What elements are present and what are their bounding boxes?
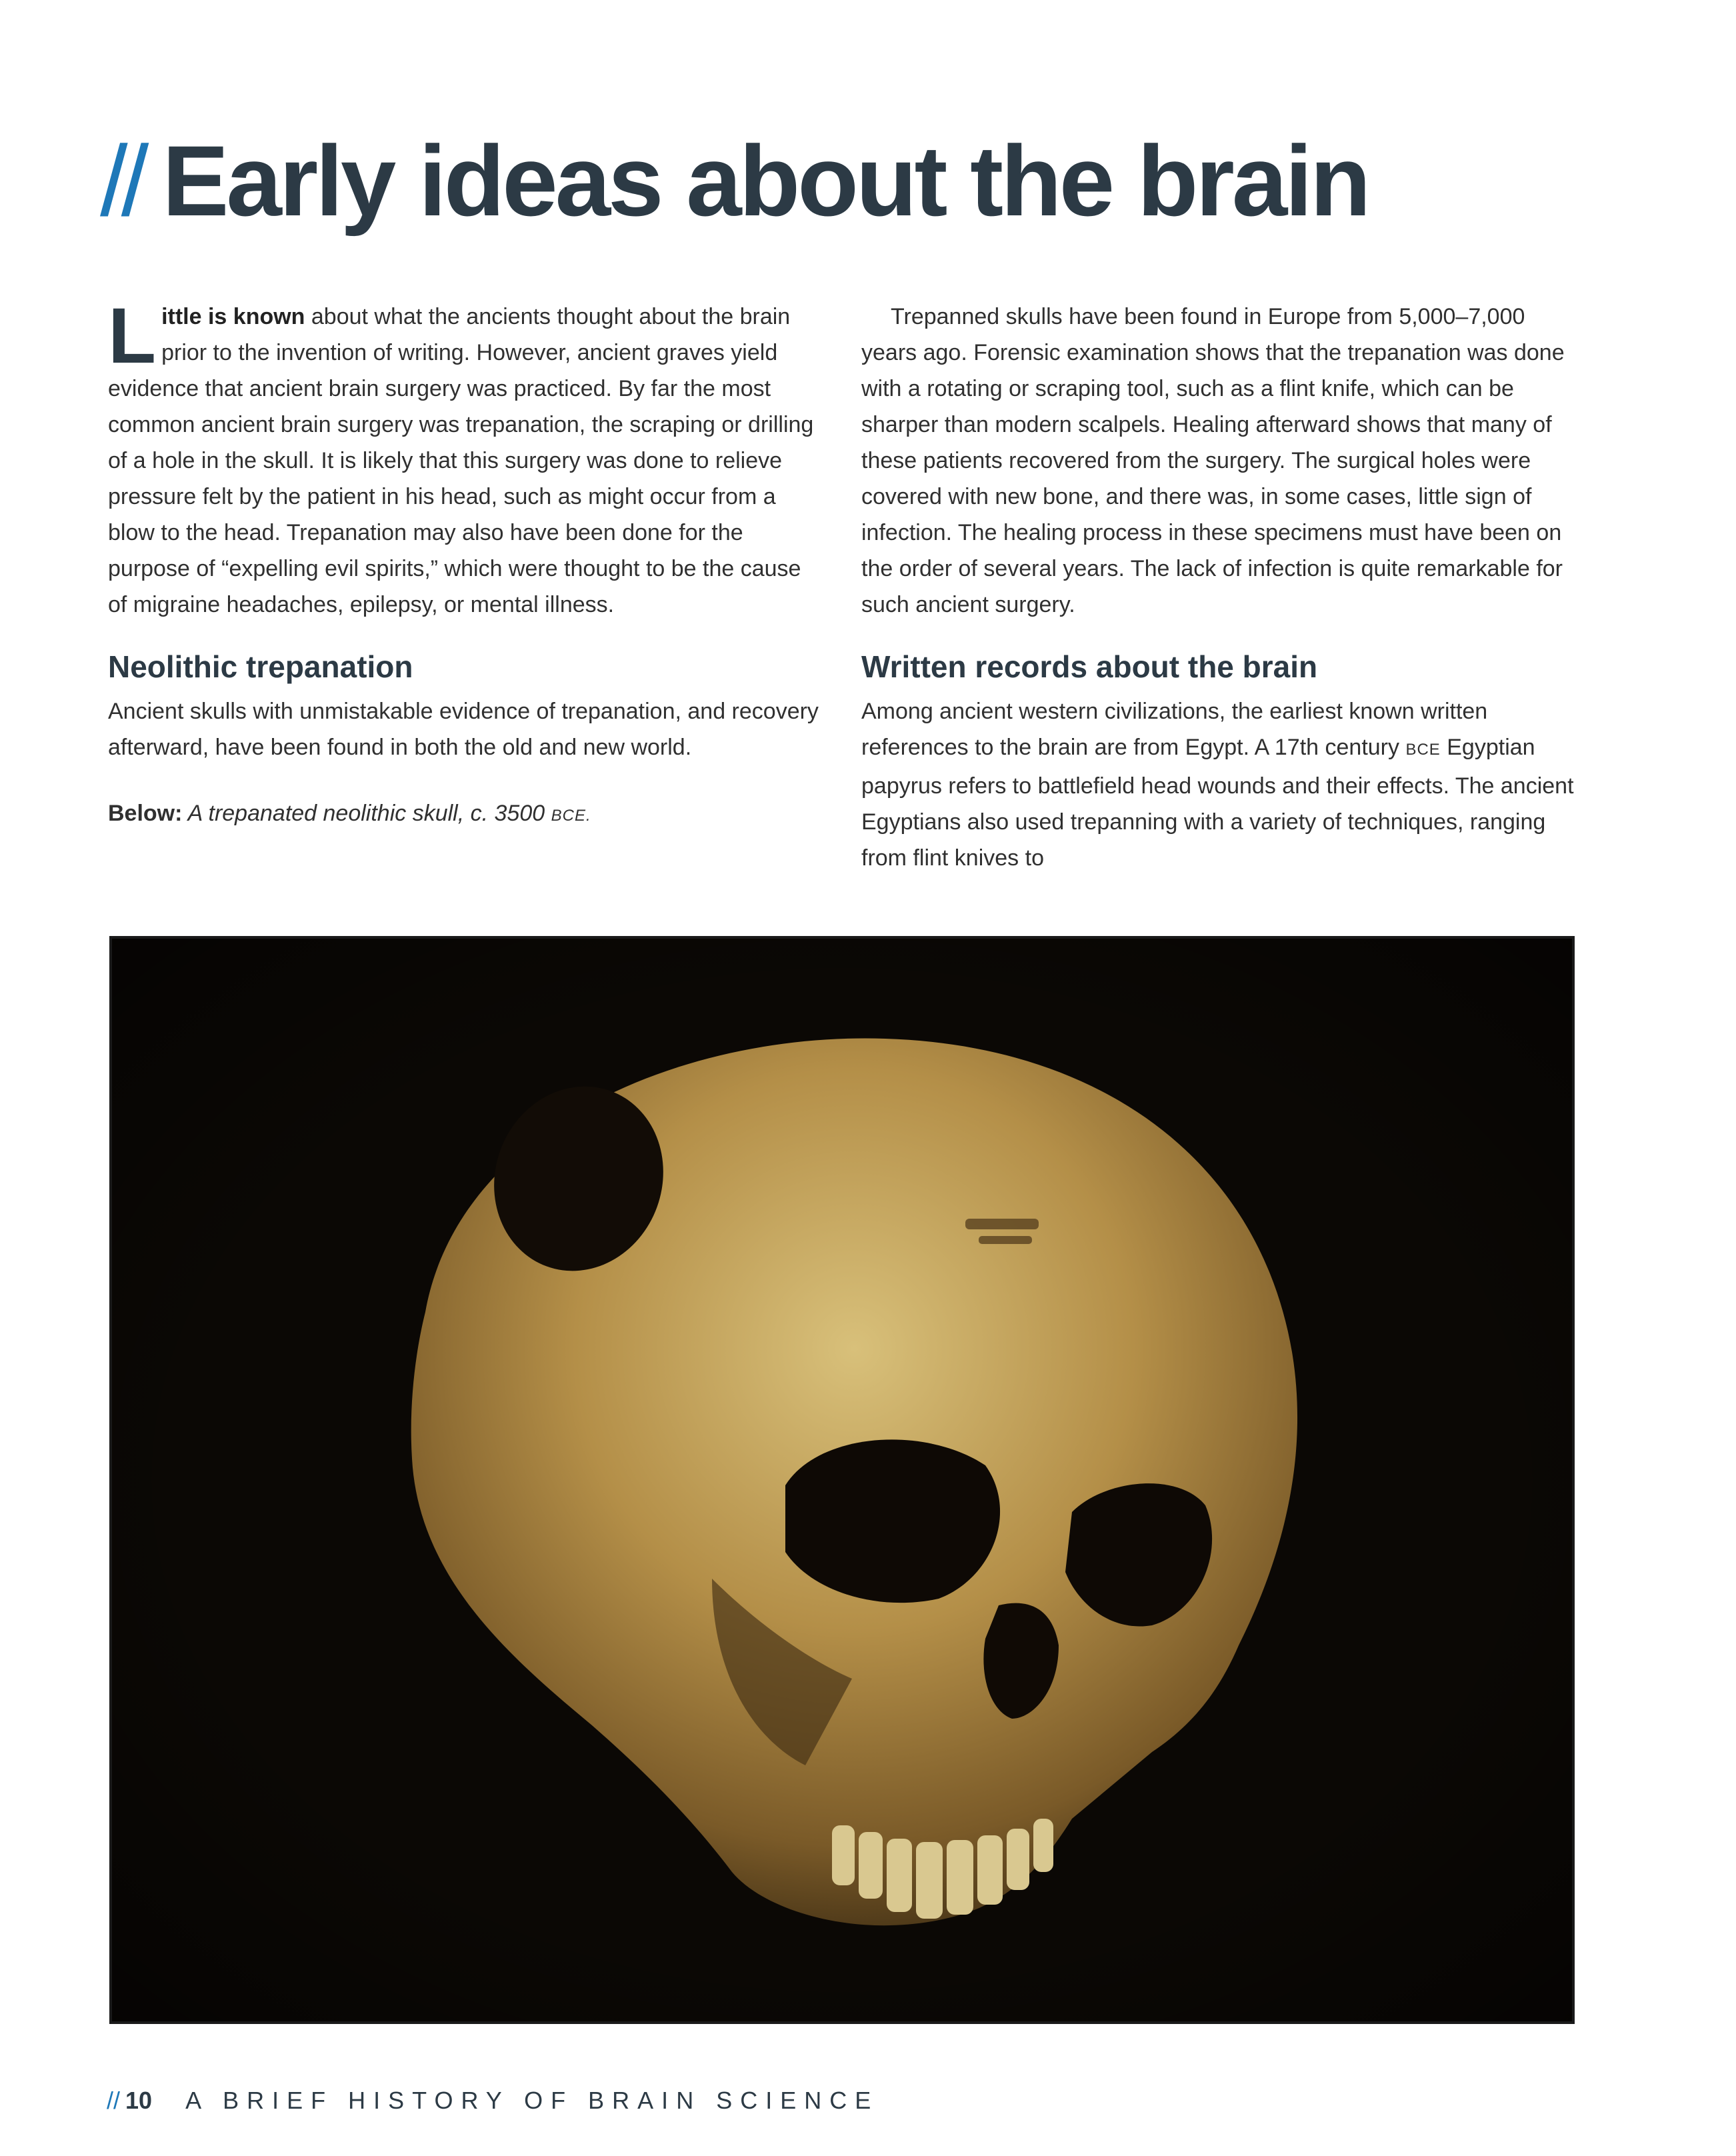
caption-era: BCE. bbox=[551, 807, 591, 825]
trepanated-skull-photo bbox=[109, 936, 1575, 2024]
written-era: BCE bbox=[1405, 741, 1441, 759]
caption-text: A trepanated neolithic skull, bbox=[182, 801, 465, 826]
page-number: 10 bbox=[125, 2087, 153, 2114]
section-heading-written-records: Written records about the brain bbox=[861, 649, 1318, 684]
footer-slashes: // bbox=[107, 2087, 121, 2114]
skull-illustration bbox=[112, 939, 1572, 2021]
page-title bbox=[100, 125, 1369, 237]
title-slashes: // bbox=[100, 125, 143, 237]
caption-date: c. 3500 bbox=[464, 801, 551, 826]
right-column bbox=[861, 299, 1575, 876]
photo-caption bbox=[108, 800, 821, 829]
written-records-paragraph bbox=[861, 693, 1575, 876]
drop-cap: L bbox=[108, 292, 157, 380]
intro-text: about what the ancients thought about the brain prior to the invention of writing. However, ancient graves yield evidence that ancient brain surgery was practiced. By far the most common ancient brain surgery was trepanation, the scraping or drilling of a hole in the skull. It is likely that this surgery was done to relieve pressure felt by the patient in his head, such as might occur from a blow to the head. Trepanation may also have been done for the purpose of “expelling evil spirits,” which were thought to be the cause of migraine headaches, epilepsy, or mental illness. bbox=[108, 304, 814, 617]
lead-in: ittle is known bbox=[161, 304, 305, 329]
trepanned-paragraph: Trepanned skulls have been found in Europe from 5,000–7,000 years ago. Forensic examination shows that the trepanation was done with a rotating or scraping tool, such as a flint knife, which can be sharper than modern scalpels. Healing afterward shows that many of these patients recovered from the surgery. The surgical holes were covered with new bone, and there was, in some cases, little sign of infection. The healing process in these specimens must have been on the order of several years. The lack of infection is quite remarkable for such ancient surgery. bbox=[861, 304, 1565, 617]
neolithic-paragraph: Ancient skulls with unmistakable evidence of trepanation, and recovery afterward, have been found in both the old and new world. bbox=[108, 699, 819, 760]
title-text: Early ideas about the brain bbox=[162, 125, 1369, 237]
book-title: A BRIEF HISTORY OF BRAIN SCIENCE bbox=[185, 2087, 879, 2114]
left-column bbox=[108, 292, 821, 829]
intro-paragraph bbox=[108, 292, 821, 623]
written-text-a: Among ancient western civilizations, the earliest known written references to the brain are from Egypt. A 17th century bbox=[861, 699, 1488, 760]
written-text-b: Egyptian papyrus refers to battlefield head wounds and their effects. The ancient Egyptians also used trepanning with a variety of techniques, ranging from flint knives to bbox=[861, 735, 1574, 871]
page-footer bbox=[107, 2087, 879, 2115]
section-heading-neolithic: Neolithic trepanation bbox=[108, 649, 413, 684]
caption-label: Below: bbox=[108, 801, 183, 826]
